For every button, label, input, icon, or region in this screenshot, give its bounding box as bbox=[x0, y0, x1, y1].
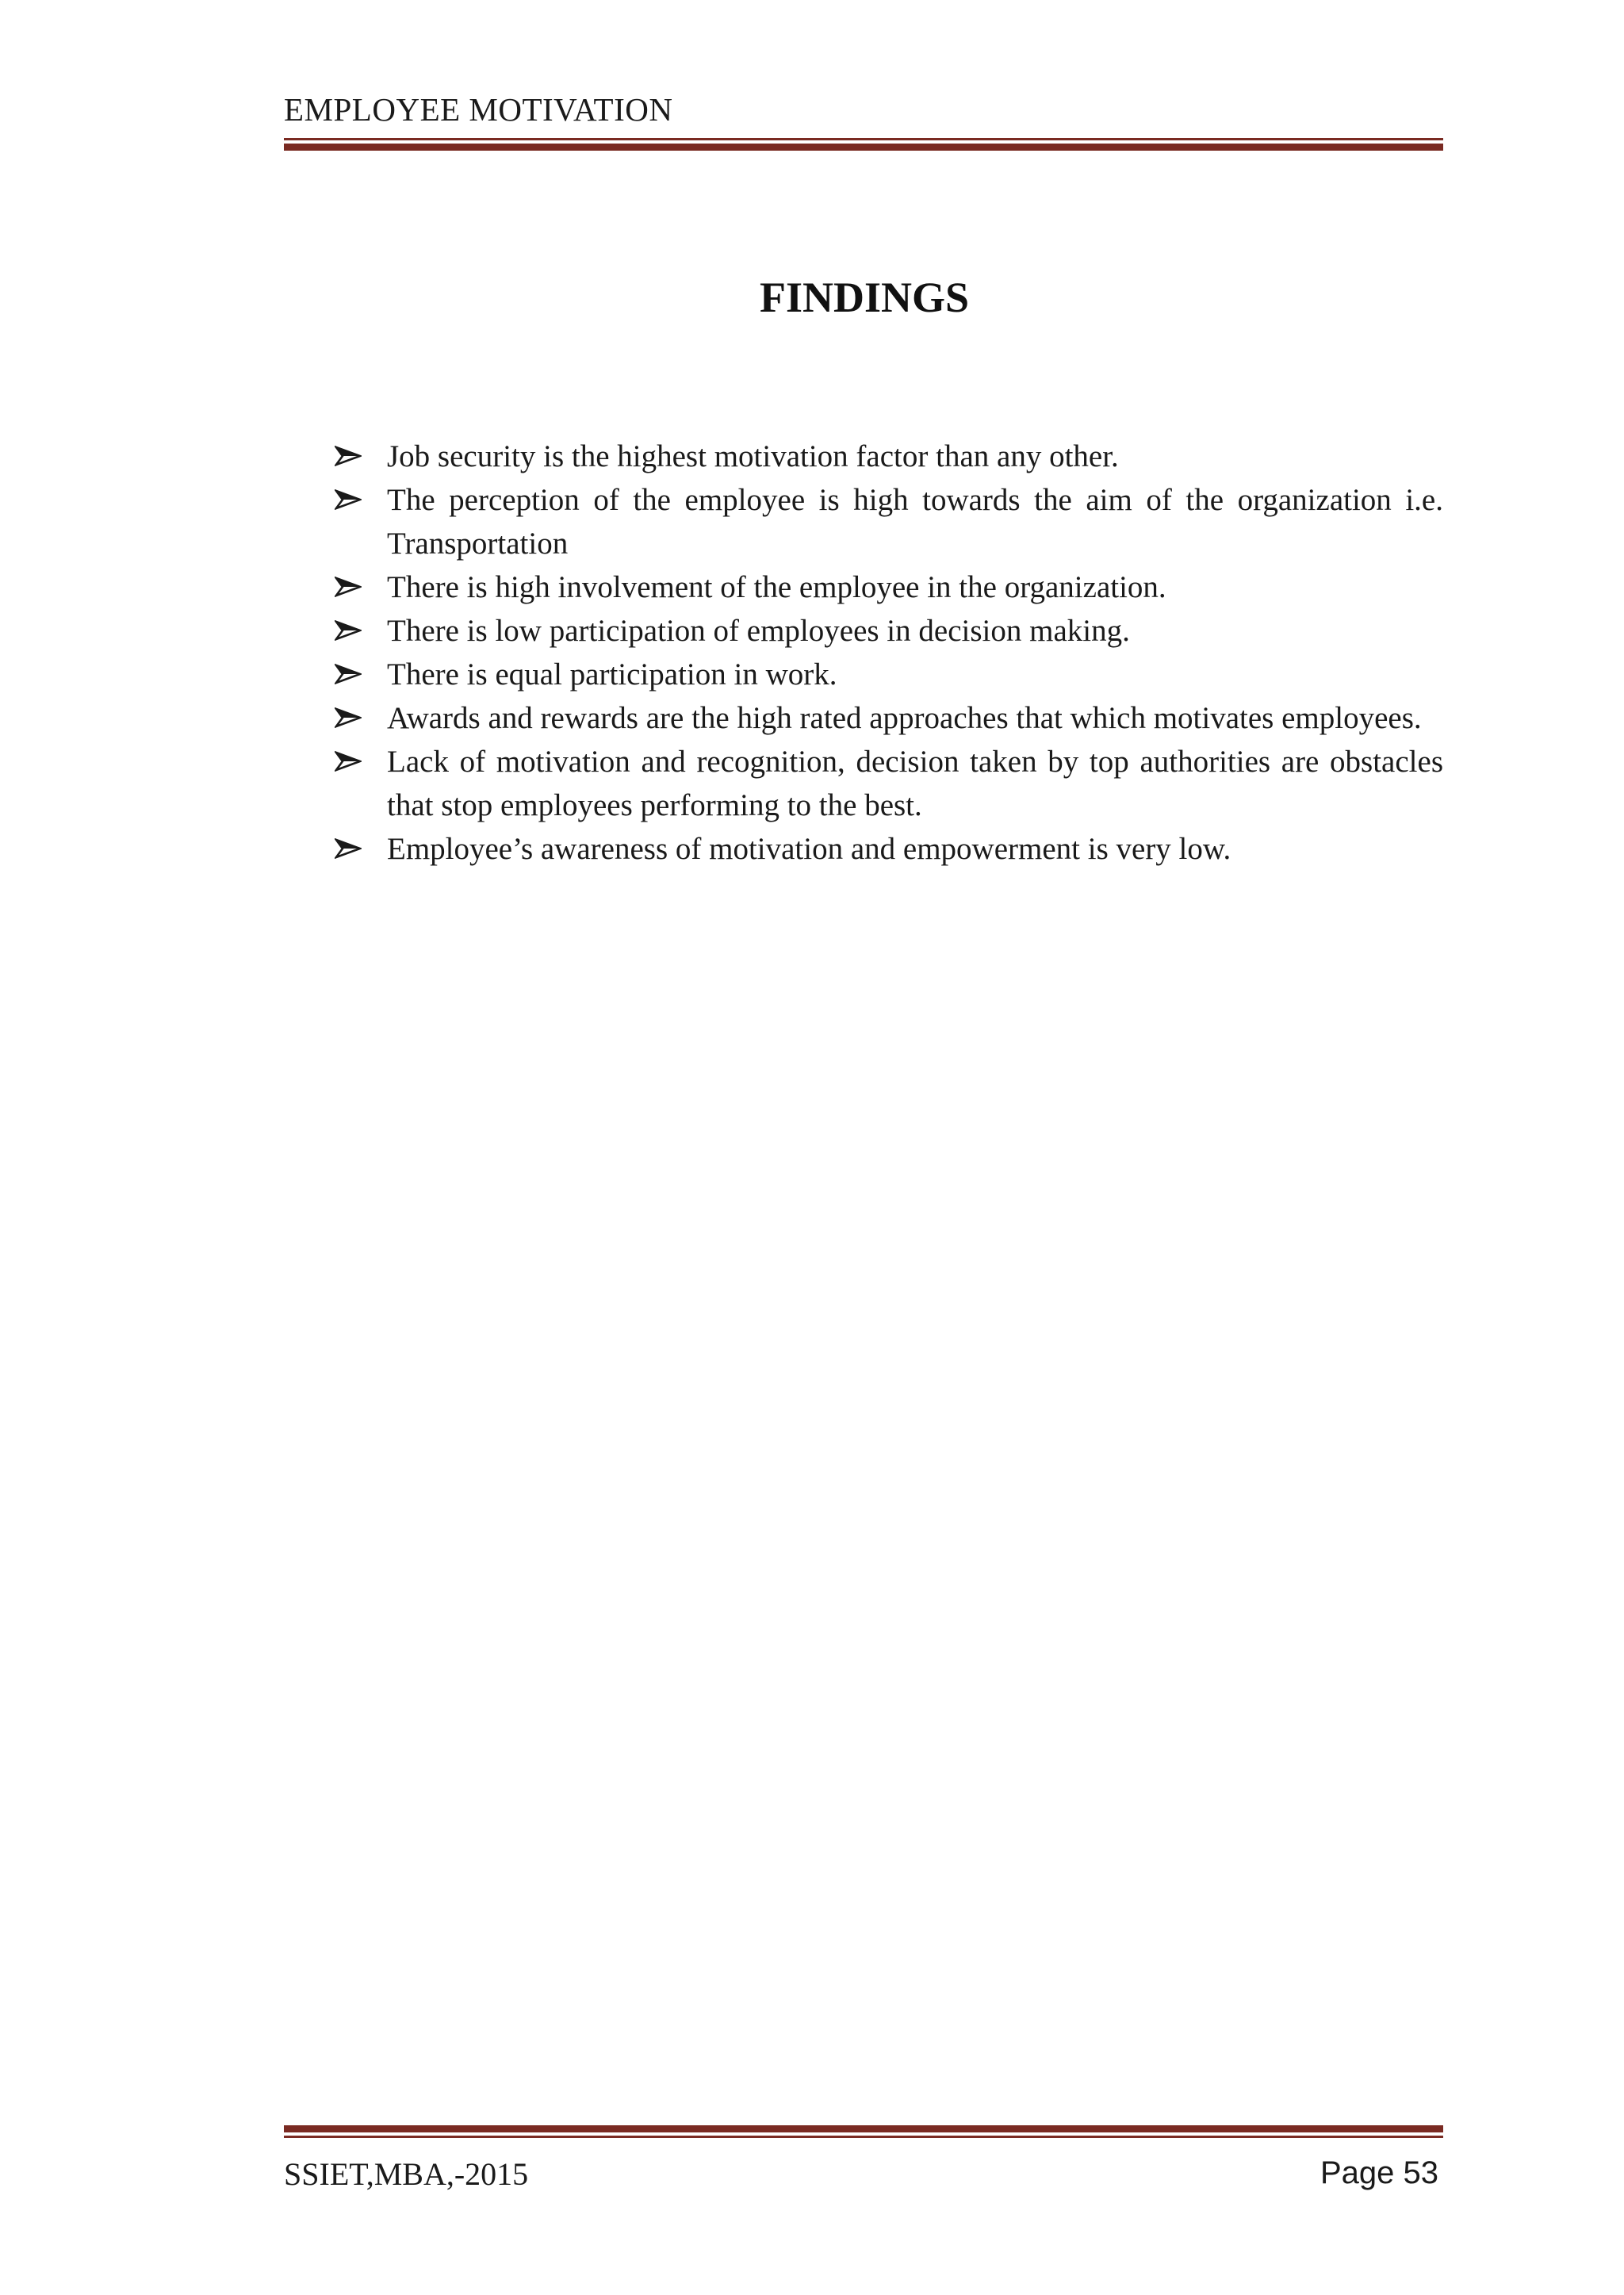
header-rule-thin bbox=[284, 138, 1443, 140]
finding-text: Lack of motivation and recognition, decision taken by top authorities are obstacles that stop employees performing to the best. bbox=[387, 745, 1443, 822]
finding-text: There is low participation of employees in decision making. bbox=[387, 614, 1130, 648]
finding-item bbox=[333, 565, 1443, 609]
finding-item bbox=[333, 435, 1443, 478]
finding-item bbox=[333, 696, 1443, 740]
arrowhead-bullet-icon bbox=[333, 435, 365, 478]
page-footer bbox=[284, 2125, 1443, 2192]
page-title: FINDINGS bbox=[759, 274, 970, 321]
finding-item bbox=[333, 653, 1443, 696]
finding-item bbox=[333, 827, 1443, 871]
footer-institution: SSIET,MBA,-2015 bbox=[284, 2156, 529, 2192]
header-title: EMPLOYEE MOTIVATION bbox=[284, 91, 673, 128]
arrowhead-bullet-icon bbox=[333, 827, 365, 871]
arrowhead-bullet-icon bbox=[333, 696, 365, 740]
finding-text: There is high involvement of the employee in the organization. bbox=[387, 570, 1166, 604]
finding-text: Employee’s awareness of motivation and empowerment is very low. bbox=[387, 832, 1231, 866]
finding-text: There is equal participation in work. bbox=[387, 657, 837, 692]
finding-item bbox=[333, 740, 1443, 827]
findings-list bbox=[333, 435, 1443, 871]
footer-rule-thin bbox=[284, 2136, 1443, 2138]
finding-item bbox=[333, 478, 1443, 565]
finding-text: Awards and rewards are the high rated approaches that which motivates employees. bbox=[387, 701, 1422, 735]
arrowhead-bullet-icon bbox=[333, 609, 365, 653]
finding-text: The perception of the employee is high towards the aim of the organization i.e. Transportation bbox=[387, 483, 1443, 561]
finding-item bbox=[333, 609, 1443, 653]
header-rule-thick bbox=[284, 144, 1443, 151]
page-header bbox=[284, 91, 1443, 128]
page-number: Page 53 bbox=[1320, 2155, 1438, 2190]
arrowhead-bullet-icon bbox=[333, 478, 365, 522]
arrowhead-bullet-icon bbox=[333, 565, 365, 609]
arrowhead-bullet-icon bbox=[333, 653, 365, 696]
arrowhead-bullet-icon bbox=[333, 740, 365, 784]
footer-rule-thick bbox=[284, 2125, 1443, 2132]
finding-text: Job security is the highest motivation factor than any other. bbox=[387, 439, 1119, 473]
